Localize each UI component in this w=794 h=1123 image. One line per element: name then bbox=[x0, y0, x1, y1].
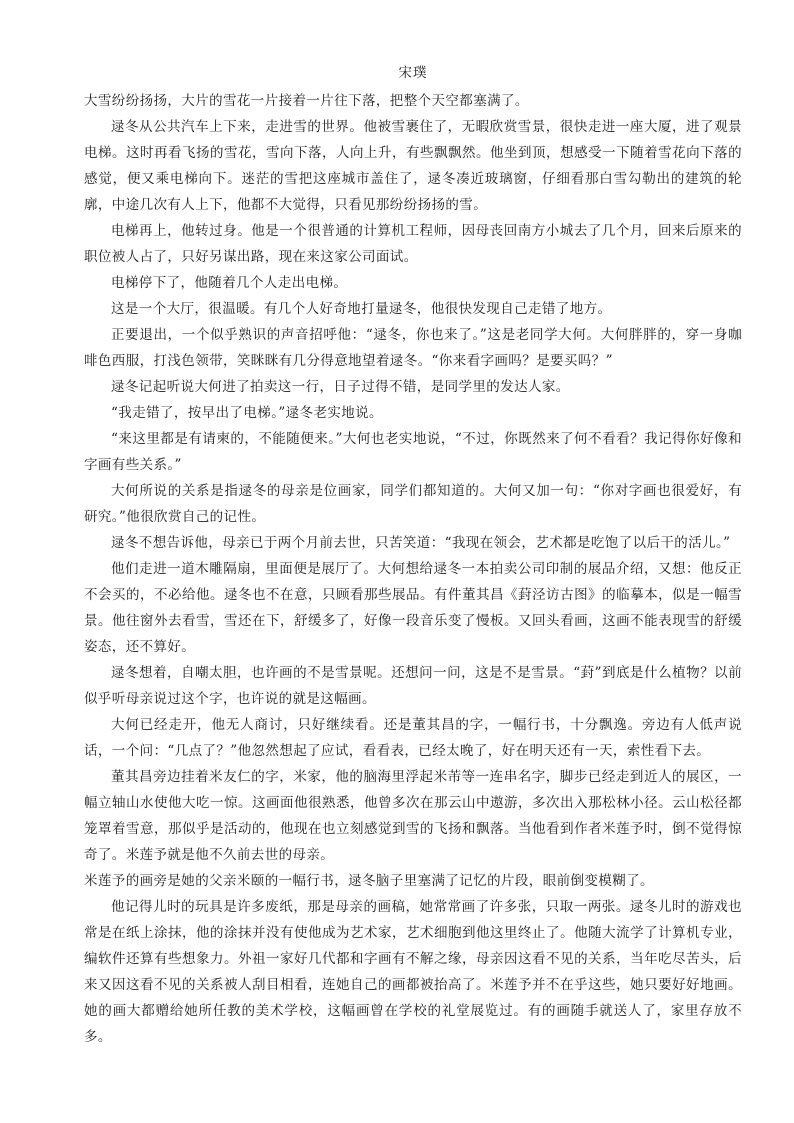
paragraph-15: 董其昌旁边挂着米友仁的字，米家，他的脑海里浮起米芾等一连串名字，脚步已经走到近人的展区，一幅立轴山水使他大吃一惊。这画面他很熟悉，他曾多次在那云山中遨游，多次出入那松林小径。云山松径都笼罩着雪意，那似乎是活动的，他现在也立刻感觉到雪的飞扬和飘落。当他看到作者米莲予时，倒不觉得惊奇了。米莲予就是他不久前去世的母亲。 bbox=[84, 769, 742, 863]
document-title: 宋璞 bbox=[398, 65, 428, 81]
paragraph-9: “来这里都是有请柬的，不能随便来。”大何也老实地说，“不过，你既然来了何不看看？我记得你好像和字画有些关系。” bbox=[84, 431, 742, 473]
paragraph-10: 大何所说的关系是指逯冬的母亲是位画家，同学们都知道的。大何又加一句：“你对字画也很爱好，有研究。”他很欣赏自己的记性。 bbox=[84, 483, 742, 525]
paragraph-4: 电梯停下了，他随着几个人走出电梯。 bbox=[111, 275, 348, 291]
paragraph-8: “我走错了，按早出了电梯。”逯冬老实地说。 bbox=[111, 405, 383, 421]
paragraph-1: 大雪纷纷扬扬，大片的雪花一片接着一片往下落，把整个天空都塞满了。 bbox=[84, 93, 529, 109]
paragraph-13: 逯冬想着，自嘲太胆，也许画的不是雪景呢。还想问一问，这是不是雪景。“葑”到底是什么植物？以前似乎听母亲说过这个字，也许说的就是这幅画。 bbox=[84, 665, 742, 707]
paragraph-7: 逯冬记起听说大何进了拍卖这一行，日子过得不错，是同学里的发达人家。 bbox=[111, 379, 570, 395]
paragraph-2: 逯冬从公共汽车上下来，走进雪的世界。他被雪裹住了，无暇欣赏雪景，很快走进一座大厦，进了观景电梯。这时再看飞扬的雪花，雪向下落，人向上升，有些飘飘然。他坐到顶，想感受一下随着雪花向下落的感觉，便又乘电梯向下。迷茫的雪把这座城市盖住了，逯冬凑近玻璃窗，仔细看那白雪勾勒出的建筑的轮廓，中途几次有人上下，他都不大觉得，只看见那纷纷扬扬的雪。 bbox=[84, 119, 742, 213]
paragraph-5: 这是一个大厅，很温暖。有几个人好奇地打量逯冬，他很快发现自己走错了地方。 bbox=[111, 301, 612, 317]
document-page bbox=[84, 62, 742, 1050]
paragraph-12: 他们走进一道木雕隔扇，里面便是展厅了。大何想给逯冬一本拍卖公司印制的展品介绍，又想：他反正不会买的，不必给他。逯冬也不在意，只顾看那些展品。有件董其昌《葑泾访古图》的临摹本，似是一幅雪景。他往窗外去看雪，雪还在下，舒缓多了，好像一段音乐变了慢板。又回头看画，这画不能表现雪的舒缓姿态，还不算好。 bbox=[84, 561, 742, 655]
paragraph-17: 他记得儿时的玩具是许多废纸，那是母亲的画稿，她常常画了许多张，只取一两张。逯冬儿时的游戏也常是在纸上涂抹，他的涂抹并没有使他成为艺术家，艺术细胞到他这里终止了。他随大流学了计算机专业，编软件还算有些想象力。外祖一家好几代都和字画有不解之缘，母亲因这看不见的关系，当年吃尽苦头，后来又因这看不见的关系被人刮目相看，连她自己的画都被抬高了。米莲予并不在乎这些，她只要好好地画。她的画大都赠给她所任教的美术学校，这幅画曾在学校的礼堂展览过。有的画随手就送人了，家里存放不多。 bbox=[84, 899, 742, 1045]
paragraph-14: 大何已经走开，他无人商讨，只好继续看。还是董其昌的字，一幅行书，十分飘逸。旁边有人低声说话，一个问：“几点了？”他忽然想起了应试，看看表，已经太晚了，好在明天还有一天，索性看下去。 bbox=[84, 717, 742, 759]
paragraph-6: 正要退出，一个似乎熟识的声音招呼他：“逯冬，你也来了。”这是老同学大何。大何胖胖的，穿一身咖啡色西服，打浅色领带，笑眯眯有几分得意地望着逯冬。“你来看字画吗？是要买吗？” bbox=[84, 327, 742, 369]
paragraph-11: 逯冬不想告诉他，母亲已于两个月前去世，只苦笑道：“我现在领会，艺术都是吃饱了以后干的活儿。” bbox=[111, 535, 731, 551]
paragraph-16: 米莲予的画旁是她的父亲米颐的一幅行书，逯冬脑子里塞满了记忆的片段，眼前倒变模糊了。 bbox=[84, 873, 654, 889]
paragraph-3: 电梯再上，他转过身。他是一个很普通的计算机工程师，因母丧回南方小城去了几个月，回来后原来的职位被人占了，只好另谋出路，现在来这家公司面试。 bbox=[84, 223, 742, 265]
